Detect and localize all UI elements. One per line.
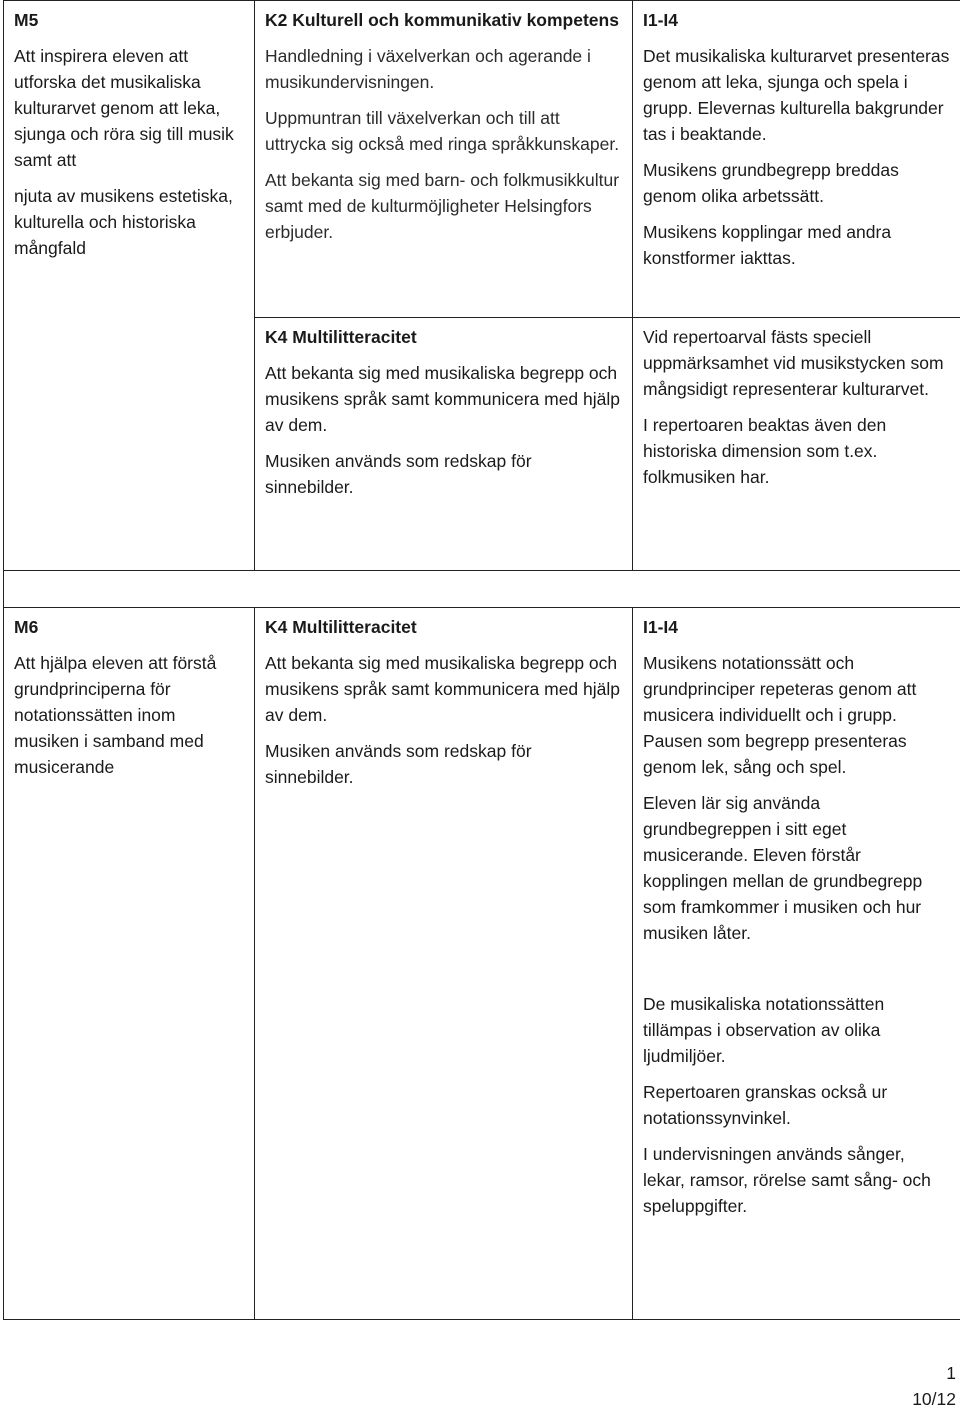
m5-aim-line: njuta av musikens estetiska, kulturella och historiska mångfald (14, 186, 233, 258)
k4-item: Att bekanta sig med musikaliska begrepp och musikens språk samt kommunicera med hjälp av dem. (265, 653, 620, 725)
gap-cell (4, 571, 960, 608)
i-item: Musikens kopplingar med andra konstformer iakttas. (643, 222, 892, 268)
m6-code: M6 (14, 617, 39, 637)
m5-aim-line: Att inspirera eleven att utforska det musikaliska kulturarvet genom att leka, sjunga och röra sig till musik samt att (14, 46, 234, 170)
m5-i-cell (633, 1, 960, 318)
repertoire-item: Vid repertoarval fästs speciell uppmärksamhet vid musikstycken som mångsidigt representerar kulturarvet. (643, 327, 944, 399)
m6-aim-cell (4, 608, 255, 1320)
i-item: De musikaliska notationssätten tillämpas i observation av olika ljudmiljöer. (643, 994, 885, 1066)
m6-i-cell (633, 608, 960, 1320)
m5-k2-cell (255, 1, 633, 318)
curriculum-table (3, 0, 960, 1320)
page-number: 1 (946, 1363, 956, 1383)
table-row (4, 608, 960, 1320)
table-gap-row (4, 571, 960, 608)
k2-title: K2 Kulturell och kommunikativ kompetens (265, 10, 619, 30)
m5-k4-cell (255, 318, 633, 571)
i-item: I undervisningen används sånger, lekar, ramsor, rörelse samt sång- och speluppgifter. (643, 1144, 931, 1216)
k4-item: Att bekanta sig med musikaliska begrepp och musikens språk samt kommunicera med hjälp av dem. (265, 363, 620, 435)
k4-item: Musiken används som redskap för sinnebilder. (265, 741, 532, 787)
i-item: Det musikaliska kulturarvet presenteras genom att leka, sjunga och spela i grupp. Elevernas kulturella bakgrunder tas i beaktande. (643, 46, 950, 144)
i-item: Repertoaren granskas också ur notationssynvinkel. (643, 1082, 888, 1128)
page-counter: 10/12 (912, 1389, 956, 1409)
k2-item: Att bekanta sig med barn- och folkmusikkultur samt med de kulturmöjligheter Helsingfors erbjuder. (265, 170, 620, 242)
m5-aim-cell (4, 1, 255, 571)
i-title: I1-I4 (643, 617, 679, 637)
k2-item: Uppmuntran till växelverkan och till att uttrycka sig också med ringa språkkunskaper. (265, 108, 620, 154)
k4-title: K4 Multilitteracitet (265, 617, 417, 637)
m6-aim: Att hjälpa eleven att förstå grundprinciperna för notationssätten inom musiken i samband med musicerande (14, 653, 217, 777)
i-item: Musikens grundbegrepp breddas genom olika arbetssätt. (643, 160, 899, 206)
i-item: Eleven lär sig använda grundbegreppen i sitt eget musicerande. Eleven förstår kopplingen mellan de grundbegrepp som framkommer i musiken och hur musiken låter. (643, 793, 923, 943)
k2-item: Handledning i växelverkan och agerande i musikundervisningen. (265, 46, 591, 92)
k4-title: K4 Multilitteracitet (265, 327, 417, 347)
page-footer (912, 1360, 956, 1412)
i-title: I1-I4 (643, 10, 679, 30)
m5-code: M5 (14, 10, 39, 30)
m5-repertoire-cell (633, 318, 960, 571)
spacer (643, 956, 950, 991)
k4-item: Musiken används som redskap för sinnebilder. (265, 451, 532, 497)
table-row (4, 1, 960, 318)
m6-k4-cell (255, 608, 633, 1320)
i-item: Musikens notationssätt och grundprinciper repeteras genom att musicera individuellt och i grupp. Pausen som begrepp presenteras genom lek, sång och spel. (643, 653, 917, 777)
repertoire-item: I repertoaren beaktas även den historiska dimension som t.ex. folkmusiken har. (643, 415, 887, 487)
